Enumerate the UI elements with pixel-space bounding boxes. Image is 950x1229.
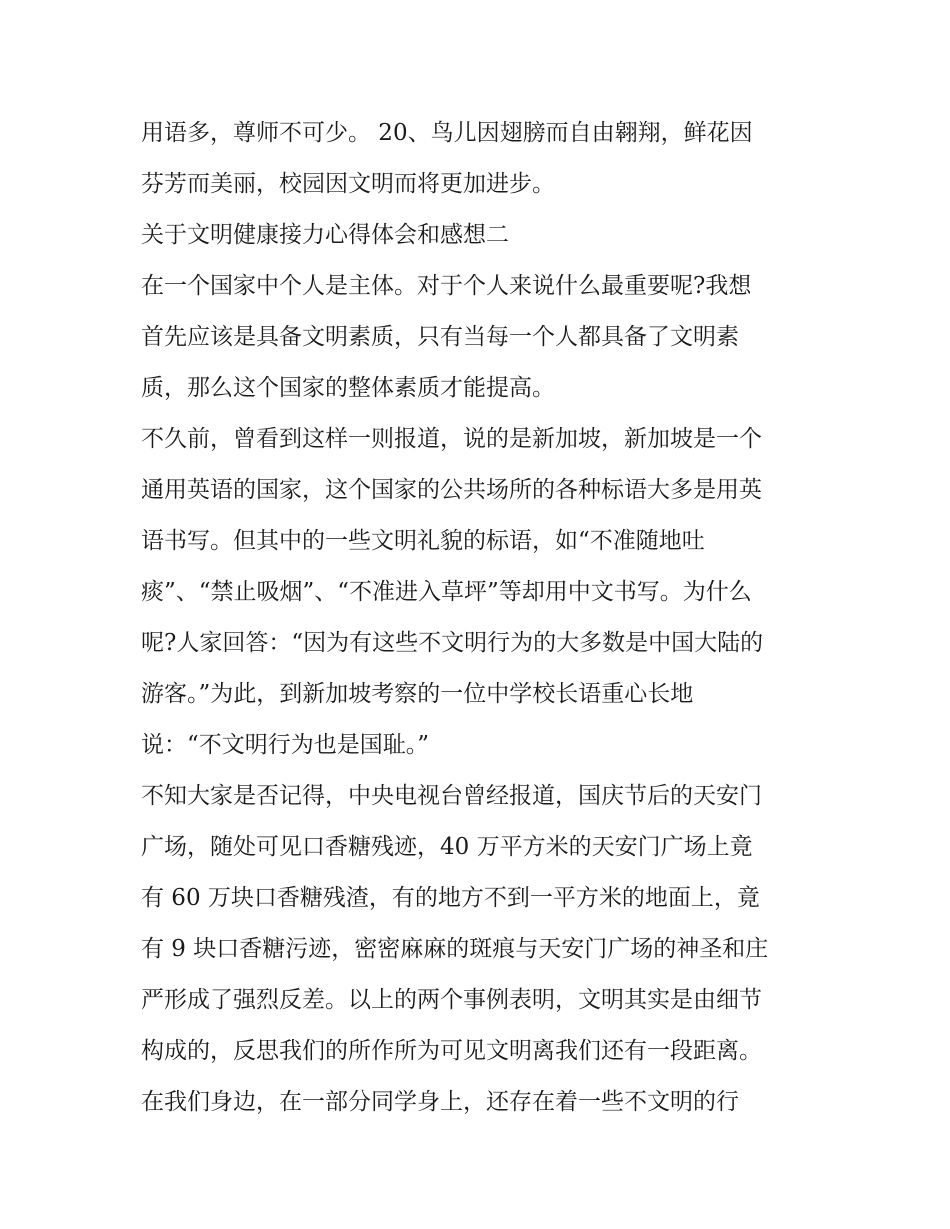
text-line: 有 60 万块口香糖残渣，有的地方不到一平方米的地面上，竟 <box>141 885 760 911</box>
text-line: 用语多，尊师不可少。 20、鸟儿因翅膀而自由翱翔，鲜花因 <box>141 120 753 146</box>
text-line: 首先应该是具备文明素质，只有当每一个人都具备了文明素 <box>141 324 739 350</box>
body-text <box>141 108 821 1128</box>
text-line: 有 9 块口香糖污迹，密密麻麻的斑痕与天安门广场的神圣和庄 <box>141 936 769 962</box>
text-line: 构成的，反思我们的所作所为可见文明离我们还有一段距离。 <box>141 1038 762 1064</box>
text-line: 不久前，曾看到这样一则报道，说的是新加坡，新加坡是一个 <box>141 426 762 452</box>
text-line: 芬芳而美丽，校园因文明而将更加进步。 <box>141 171 555 197</box>
text-line: 游客。”为此，到新加坡考察的一位中学校长语重心长地 <box>141 681 694 707</box>
text-line: 不知大家是否记得，中央电视台曾经报道，国庆节后的天安门 <box>141 783 762 809</box>
text-line: 在我们身边，在一部分同学身上，还存在着一些不文明的行 <box>141 1089 739 1115</box>
text-line: 广场，随处可见口香糖残迹，40 万平方米的天安门广场上竟 <box>141 834 753 860</box>
text-line: 痰”、“禁止吸烟”、“不准进入草坪”等却用中文书写。为什么 <box>141 579 752 605</box>
text-line: 通用英语的国家，这个国家的公共场所的各种标语大多是用英 <box>141 477 762 503</box>
text-line: 说：“不文明行为也是国耻。” <box>141 732 430 758</box>
text-line: 严形成了强烈反差。以上的两个事例表明，文明其实是由细节 <box>141 987 762 1013</box>
text-line: 呢?人家回答：“因为有这些不文明行为的大多数是中国大陆的 <box>141 630 764 656</box>
text-line: 语书写。但其中的一些文明礼貌的标语，如“不准随地吐 <box>141 528 705 554</box>
section-heading: 关于文明健康接力心得体会和感想二 <box>141 222 509 248</box>
text-line: 在一个国家中个人是主体。对于个人来说什么最重要呢?我想 <box>141 273 752 299</box>
text-line: 质，那么这个国家的整体素质才能提高。 <box>141 375 555 401</box>
